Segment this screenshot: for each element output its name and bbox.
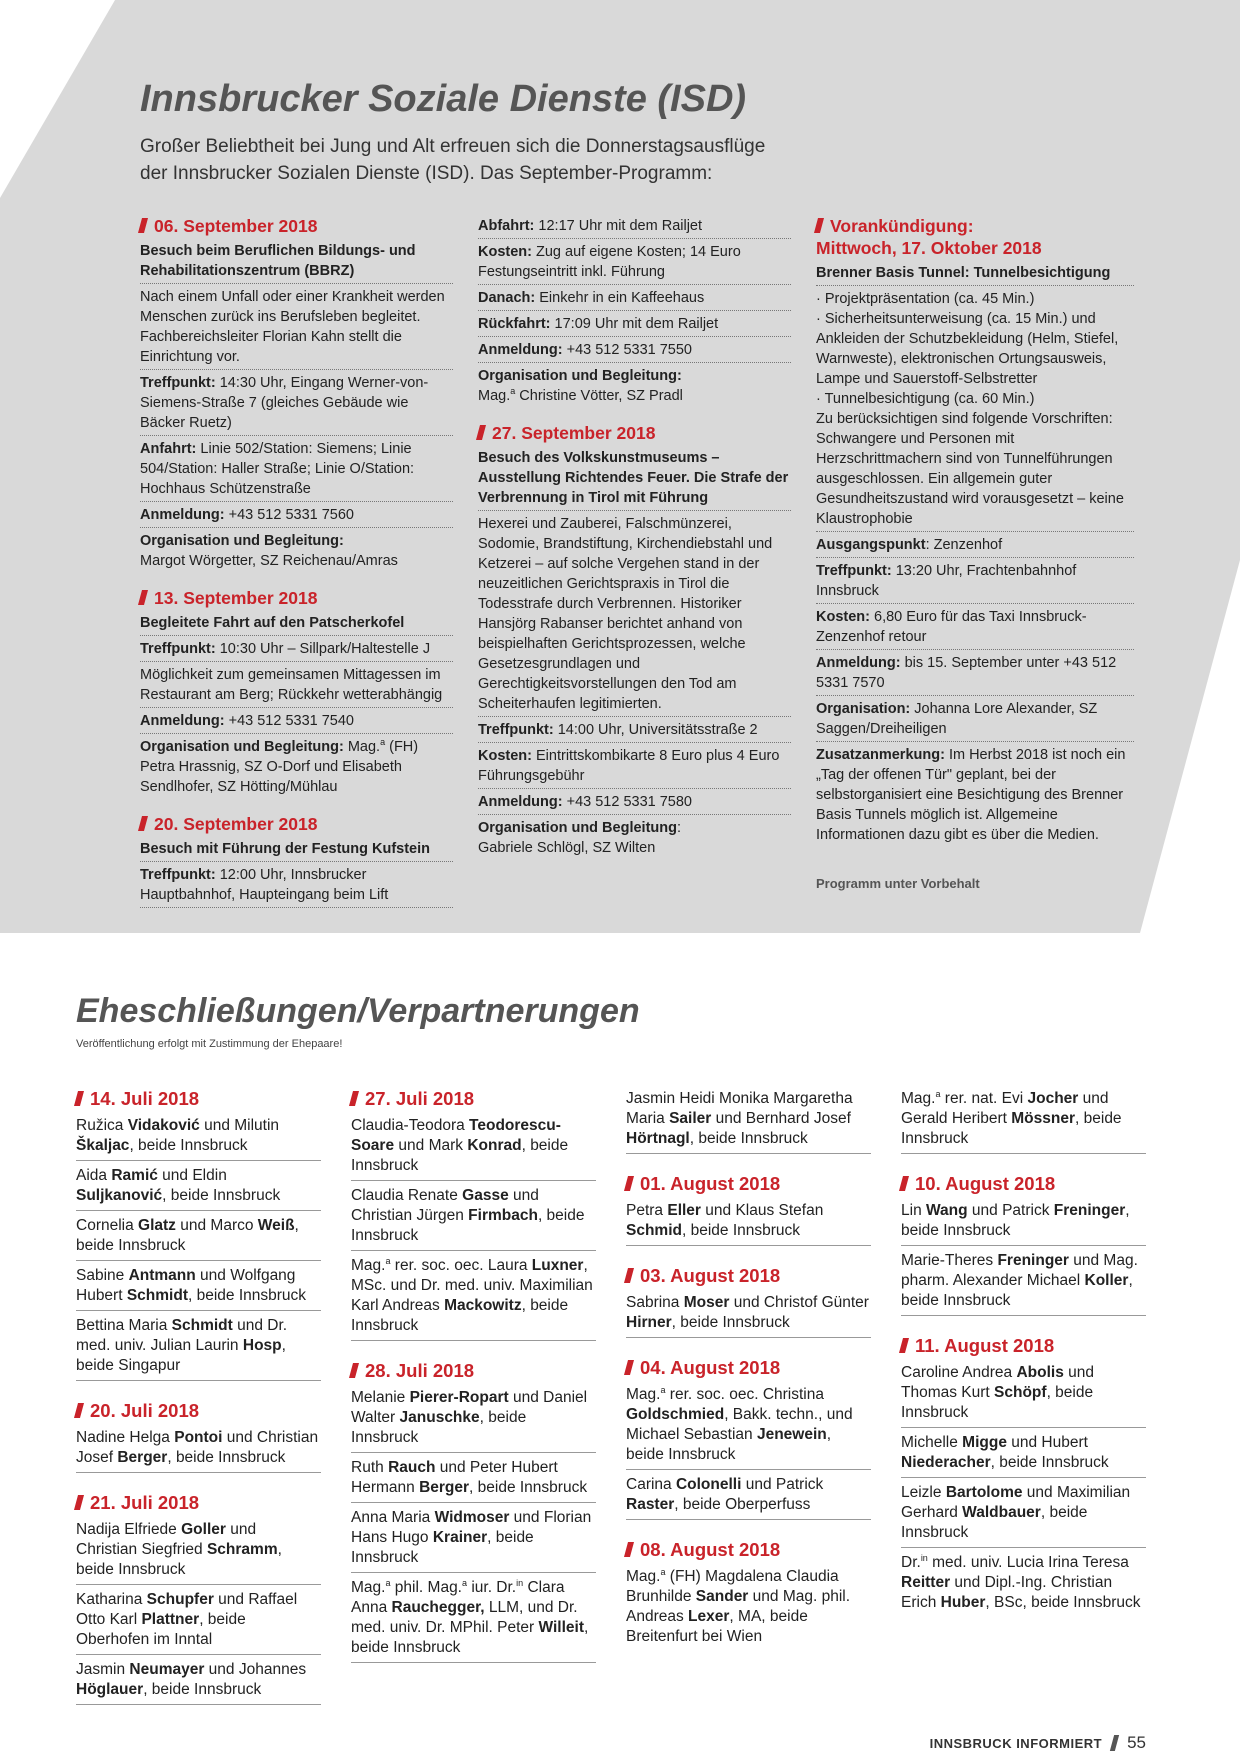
couple-entry: Carina Colonelli und Patrick Raster, beide Oberperfuss: [626, 1473, 871, 1520]
page-number: 55: [1127, 1733, 1146, 1752]
date-heading: 10. August 2018: [901, 1172, 1146, 1196]
couple-entry: Bettina Maria Schmidt und Dr. med. univ. Julian Laurin Hosp, beide Singapur: [76, 1314, 321, 1381]
couple-entry: Anna Maria Widmoser und Florian Hans Hugo Krainer, beide Innsbruck: [351, 1506, 596, 1573]
date-heading: 27. Juli 2018: [351, 1087, 596, 1111]
red-marker-icon: [814, 218, 824, 233]
event-organisation: Organisation: Johanna Lore Alexander, SZ Saggen/Dreiheiligen: [816, 698, 1134, 742]
event-date-17-oktober: Vorankündigung: Mittwoch, 17. Oktober 2018: [816, 215, 1134, 259]
date-heading: 14. Juli 2018: [76, 1087, 321, 1111]
couple-entry: Ruth Rauch und Peter Hubert Hermann Berger, beide Innsbruck: [351, 1456, 596, 1503]
couple-entry: Marie-Theres Freninger und Mag. pharm. Alexander Michael Koller, beide Innsbruck: [901, 1249, 1146, 1316]
event-title: Besuch mit Führung der Festung Kufstein: [140, 839, 453, 862]
couple-entry: Petra Eller und Klaus Stefan Schmid, beide Innsbruck: [626, 1199, 871, 1246]
marriages-title: Eheschließungen/Verpartnerungen: [76, 992, 640, 1030]
red-marker-icon: [476, 425, 486, 440]
couple-entry: Katharina Schupfer und Raffael Otto Karl Plattner, beide Oberhofen im Inntal: [76, 1588, 321, 1655]
event-costs: Kosten: 6,80 Euro für das Taxi Innsbruck-Zenzenhof retour: [816, 606, 1134, 650]
couple-entry: Leizle Bartolome und Maximilian Gerhard Waldbauer, beide Innsbruck: [901, 1481, 1146, 1548]
red-marker-icon: [624, 1542, 634, 1557]
event-organisation: Organisation und Begleitung: Mag.$^a$ (FH) Petra Hrassnig, SZ O-Dorf und Elisabeth Sendlhofer, SZ Hötting/Mühlau: [140, 737, 419, 795]
marriages-column-2: [351, 1087, 596, 1666]
event-registration: Anmeldung: +43 512 5331 7550: [478, 339, 791, 363]
marriages-column-3: [626, 1087, 871, 1654]
red-marker-icon: [899, 1338, 909, 1353]
red-marker-icon: [349, 1363, 359, 1378]
couple-entry: Claudia-Teodora Teodorescu-Soare und Mark Konrad, beide Innsbruck: [351, 1114, 596, 1181]
couple-entry: Jasmin Heidi Monika Margaretha Maria Sailer und Bernhard Josef Hörtnagl, beide Innsbruck: [626, 1087, 871, 1154]
program-disclaimer: Programm unter Vorbehalt: [816, 876, 980, 891]
event-arrival: Anfahrt: Linie 502/Station: Siemens; Linie 504/Station: Haller Straße; Linie O/Station: Hochhaus Schützenstraße: [140, 438, 453, 502]
date-heading: 20. Juli 2018: [76, 1399, 321, 1423]
event-registration: Anmeldung: +43 512 5331 7540: [140, 710, 453, 734]
event-registration: Anmeldung: bis 15. September unter +43 512 5331 7570: [816, 652, 1134, 696]
event-organisation: Organisation und Begleitung: Gabriele Schlögl, SZ Wilten: [478, 820, 682, 856]
couple-entry: Mag.$^a$ phil. Mag.$^a$ iur. Dr.$^{in}$ Clara Anna Rauchegger, LLM, und Dr. med. univ. Dr. MPhil. Peter Willeit, beide Innsbruck: [351, 1576, 596, 1663]
red-marker-icon: [624, 1360, 634, 1375]
event-title: Besuch beim Beruflichen Bildungs- und Rehabilitationszentrum (BBRZ): [140, 241, 453, 284]
red-marker-icon: [138, 218, 148, 233]
event-starting-point: Ausgangspunkt: Zenzenhof: [816, 534, 1134, 558]
event-date-06-september: 06. September 2018: [140, 215, 453, 237]
event-return: Rückfahrt: 17:09 Uhr mit dem Railjet: [478, 313, 791, 337]
event-organisation: Organisation und Begleitung: Margot Wörgetter, SZ Reichenau/Amras: [140, 533, 398, 569]
couple-entry: Dr.$^{in}$ med. univ. Lucia Irina Teresa Reitter und Dipl.-Ing. Christian Erich Huber, BSc, beide Innsbruck: [901, 1552, 1141, 1611]
event-costs: Kosten: Eintrittskombikarte 8 Euro plus 4 Euro Führungsgebühr: [478, 745, 791, 789]
event-date-20-september: 20. September 2018: [140, 813, 453, 835]
event-description: Nach einem Unfall oder einer Krankheit werden Menschen zurück ins Berufsleben begleitet. Fachbereichsleiter Florian Kahn stellt die Einrichtung vor.: [140, 286, 453, 370]
event-date-27-september: 27. September 2018: [478, 422, 791, 444]
date-heading: 01. August 2018: [626, 1172, 871, 1196]
couple-entry: Mag.$^a$ rer. soc. oec. Laura Luxner, MSc. und Dr. med. univ. Maximilian Karl Andreas Mackowitz, beide Innsbruck: [351, 1254, 596, 1341]
red-marker-icon: [624, 1176, 634, 1191]
date-heading: 08. August 2018: [626, 1538, 871, 1562]
couple-entry: Melanie Pierer-Ropart und Daniel Walter Januschke, beide Innsbruck: [351, 1386, 596, 1453]
event-meeting-point: Treffpunkt: 13:20 Uhr, Frachtenbahnhof Innsbruck: [816, 560, 1134, 604]
marriages-column-1: [76, 1087, 321, 1708]
date-heading: 28. Juli 2018: [351, 1359, 596, 1383]
red-marker-icon: [138, 590, 148, 605]
footer-divider: [1110, 1735, 1119, 1751]
couple-entry: Cornelia Glatz und Marco Weiß, beide Innsbruck: [76, 1214, 321, 1261]
date-heading: 03. August 2018: [626, 1264, 871, 1288]
date-heading: 11. August 2018: [901, 1334, 1146, 1358]
event-title: Begleitete Fahrt auf den Patscherkofel: [140, 613, 453, 636]
event-description: Hexerei und Zauberei, Falschmünzerei, Sodomie, Brandstiftung, Kirchendiebstahl und Ketzerei – auf solche Vergehen stand in der neuzeitlichen Gerichtspraxis in Tirol die Todesstrafe durch Verbrennen. Historiker Hansjörg Rabanser berichtet anhand von beispielhaften Gerichtsprozessen, welche Gesetzesgrundlagen und Gerechtigkeitsvorstellungen den Tod am Scheiterhaufen legitimierten.: [478, 513, 791, 717]
marriages-subtitle: Veröffentlichung erfolgt mit Zustimmung der Ehepaare!: [76, 1038, 343, 1050]
couple-entry: Jasmin Neumayer und Johannes Höglauer, beide Innsbruck: [76, 1658, 321, 1705]
page-footer: [930, 1733, 1146, 1753]
event-description: Möglichkeit zum gemeinsamen Mittagessen im Restaurant am Berg; Rückkehr wetterabhängig: [140, 664, 453, 708]
couple-entry: Claudia Renate Gasse und Christian Jürgen Firmbach, beide Innsbruck: [351, 1184, 596, 1251]
isd-column-2: [478, 215, 791, 862]
event-registration: Anmeldung: +43 512 5331 7560: [140, 504, 453, 528]
couple-entry: Mag.$^a$ rer. soc. oec. Christina Goldschmied, Bakk. techn., und Michael Sebastian Jenewein, beide Innsbruck: [626, 1383, 871, 1470]
isd-column-3: [816, 215, 1134, 849]
red-marker-icon: [74, 1091, 84, 1106]
event-registration: Anmeldung: +43 512 5331 7580: [478, 791, 791, 815]
couple-entry: Nadija Elfriede Goller und Christian Siegfried Schramm, beide Innsbruck: [76, 1518, 321, 1585]
couple-entry: Lin Wang und Patrick Freninger, beide Innsbruck: [901, 1199, 1146, 1246]
event-costs: Kosten: Zug auf eigene Kosten; 14 Euro Festungseintritt inkl. Führung: [478, 241, 791, 285]
event-afterwards: Danach: Einkehr in ein Kaffeehaus: [478, 287, 791, 311]
red-marker-icon: [624, 1268, 634, 1283]
red-marker-icon: [138, 816, 148, 831]
isd-intro: Großer Beliebtheit bei Jung und Alt erfreuen sich die Donnerstagsausflüge der Innsbrucker Sozialen Dienste (ISD). Das September-Programm:: [140, 136, 766, 184]
event-additional-note: Zusatzanmerkung: Im Herbst 2018 ist noch ein „Tag der offenen Tür" geplant, bei der selbstorganisiert eine Besichtigung des Brenner Basis Tunnels möglich ist. Allgemeine Informationen dazu gibt es über die Medien.: [816, 747, 1126, 843]
date-heading: 04. August 2018: [626, 1356, 871, 1380]
event-meeting-point: Treffpunkt: 14:30 Uhr, Eingang Werner-von-Siemens-Straße 7 (gleiches Gebäude wie Bäcker Ruetz): [140, 372, 453, 436]
couple-entry: Ružica Vidaković und Milutin Škaljac, beide Innsbruck: [76, 1114, 321, 1161]
isd-column-1: [140, 215, 453, 910]
event-title: Brenner Basis Tunnel: Tunnelbesichtigung: [816, 263, 1134, 286]
event-meeting-point: Treffpunkt: 10:30 Uhr – Sillpark/Haltestelle J: [140, 638, 453, 662]
isd-title: Innsbrucker Soziale Dienste (ISD): [140, 78, 747, 120]
date-heading: 21. Juli 2018: [76, 1491, 321, 1515]
event-date-13-september: 13. September 2018: [140, 587, 453, 609]
couple-entry: Sabine Antmann und Wolfgang Hubert Schmidt, beide Innsbruck: [76, 1264, 321, 1311]
event-organisation: Organisation und Begleitung: Mag.$^a$ Christine Vötter, SZ Pradl: [478, 368, 683, 404]
publication-name: INNSBRUCK INFORMIERT: [929, 1736, 1103, 1751]
event-title: Besuch des Volkskunstmuseums – Ausstellung Richtendes Feuer. Die Strafe der Verbrennung in Tirol mit Führung: [478, 448, 791, 511]
couple-entry: Sabrina Moser und Christof Günter Hirner, beide Innsbruck: [626, 1291, 871, 1338]
red-marker-icon: [899, 1176, 909, 1191]
red-marker-icon: [349, 1091, 359, 1106]
couple-entry: Michelle Migge und Hubert Niederacher, beide Innsbruck: [901, 1431, 1146, 1478]
couple-entry: Mag.$^a$ (FH) Magdalena Claudia Brunhilde Sander und Mag. phil. Andreas Lexer, MA, beide Breitenfurt bei Wien: [626, 1566, 851, 1645]
couple-entry: Aida Ramić und Eldin Suljkanović, beide Innsbruck: [76, 1164, 321, 1211]
event-description: · Projektpräsentation (ca. 45 Min.) · Sicherheitsunterweisung (ca. 15 Min.) und Ankleiden der Schutzbekleidung (Helm, Stiefel, Warnweste), elektronischen Ortungsausweis, Lampe und Sauerstoff-Selbstretter · Tunnelbesichtigung (ca. 60 Min.) Zu berücksichtigen sind folgende Vorschriften: Schwangere und Personen mit Herzschrittmachern sind von Tunnelführungen ausgeschlossen. Ein allgemein guter Gesundheitszustand wird vorausgesetzt – keine Klaustrophobie: [816, 288, 1134, 532]
red-marker-icon: [74, 1403, 84, 1418]
marriages-column-4: [901, 1087, 1146, 1620]
red-marker-icon: [74, 1495, 84, 1510]
event-departure: Abfahrt: 12:17 Uhr mit dem Railjet: [478, 215, 791, 239]
event-meeting-point: Treffpunkt: 14:00 Uhr, Universitätsstraße 2: [478, 719, 791, 743]
couple-entry: Nadine Helga Pontoi und Christian Josef Berger, beide Innsbruck: [76, 1426, 321, 1473]
couple-entry: Mag.$^a$ rer. nat. Evi Jocher und Gerald Heribert Mössner, beide Innsbruck: [901, 1087, 1146, 1154]
couple-entry: Caroline Andrea Abolis und Thomas Kurt Schöpf, beide Innsbruck: [901, 1361, 1146, 1428]
event-meeting-point: Treffpunkt: 12:00 Uhr, Innsbrucker Hauptbahnhof, Haupteingang beim Lift: [140, 864, 453, 908]
